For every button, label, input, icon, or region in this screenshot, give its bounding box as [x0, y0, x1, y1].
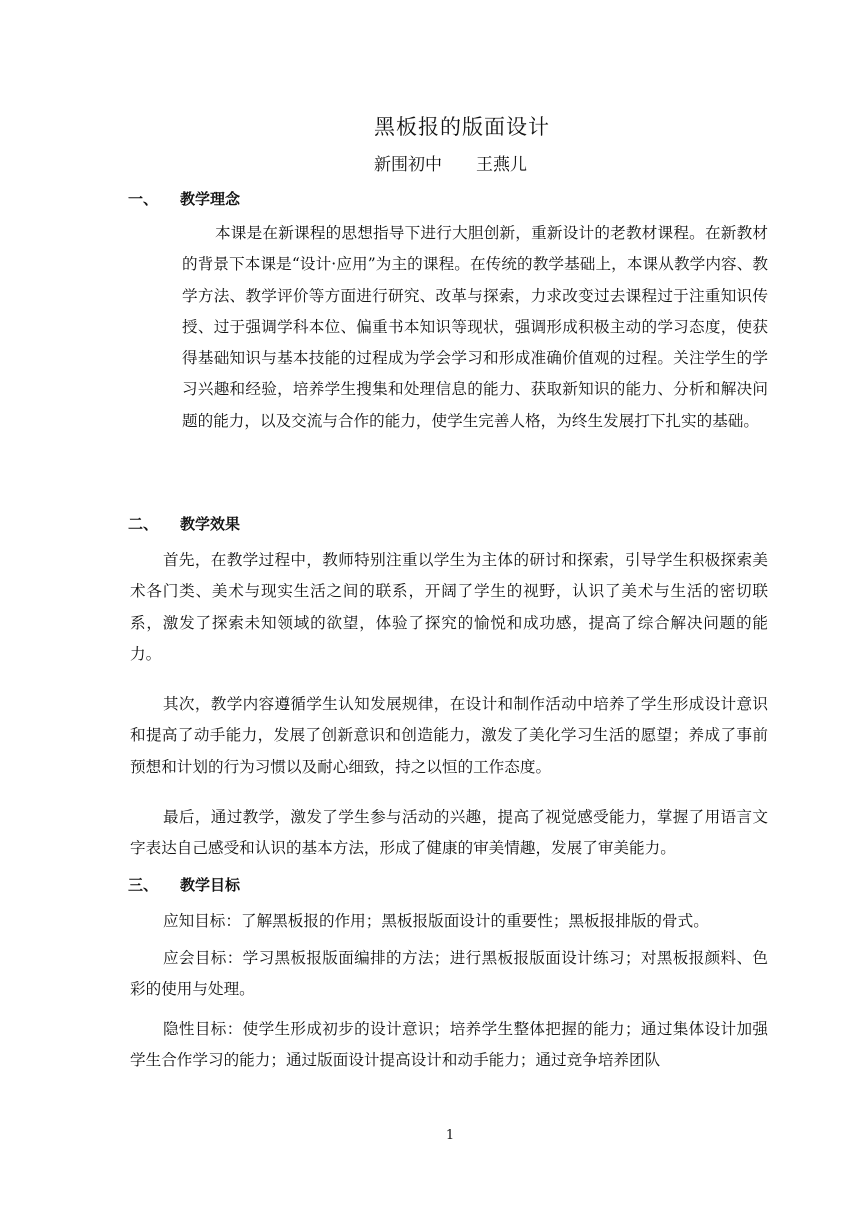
document-title: 黑板报的版面设计: [374, 115, 550, 139]
paragraph: 最后，通过教学，激发了学生参与活动的兴趣，提高了视觉感受能力，掌握了用语言文字表达自己感受和认识的基本方法，形成了健康的审美情趣，发展了审美能力。: [130, 808, 768, 858]
paragraph: 隐性目标：使学生形成初步的设计意识；培养学生整体把握的能力；通过集体设计加强学生合作学习的能力；通过版面设计提高设计和动手能力；通过竞争培养团队: [130, 1020, 768, 1070]
section-title: 教学理念: [180, 190, 241, 208]
page-number: 1: [445, 1128, 455, 1143]
section-heading-2: [128, 513, 240, 534]
paragraph: 本课是在新课程的思想指导下进行大胆创新，重新设计的老教材课程。在新教材的背景下本课是“设计·应用”为主的课程。在传统的教学基础上，本课从教学内容、教学方法、教学评价等方面进行研究、改革与探索，力求改变过去课程过于注重知识传授、过于强调学科本位、偏重书本知识等现状，强调形成积极主动的学习态度，使获得基础知识与基本技能的过程成为学会学习和形成准确价值观的过程。关注学生的学习兴趣和经验，培养学生搜集和处理信息的能力、获取新知识的能力、分析和解决问题的能力，以及交流与合作的能力，使学生完善人格，为终生发展打下扎实的基础。: [182, 224, 768, 430]
paragraph: 应会目标：学习黑板报版面编排的方法；进行黑板报版面设计练习；对黑板报颜料、色彩的使用与处理。: [130, 949, 768, 999]
author-line: 新围初中 王燕儿: [374, 155, 527, 175]
paragraph: 应知目标：了解黑板报的作用；黑板报版面设计的重要性；黑板报排版的骨式。: [163, 912, 709, 930]
section-heading-1: [128, 188, 240, 209]
paragraph: 首先，在教学过程中，教师特别注重以学生为主体的研讨和探索，引导学生积极探索美术各门类、美术与现实生活之间的联系，开阔了学生的视野，认识了美术与生活的密切联系，激发了探索未知领域的欲望，体验了探究的愉悦和成功感，提高了综合解决问题的能力。: [130, 551, 768, 663]
section-heading-3: [128, 874, 240, 895]
paragraph: 其次，教学内容遵循学生认知发展规律，在设计和制作活动中培养了学生形成设计意识和提高了动手能力，发展了创新意识和创造能力，激发了美化学习生活的愿望；养成了事前预想和计划的行为习惯以及耐心细致，持之以恒的工作态度。: [130, 695, 768, 776]
section-number: 二、: [128, 515, 159, 533]
section-number: 三、: [128, 876, 159, 894]
section-title: 教学效果: [180, 515, 241, 533]
section-title: 教学目标: [180, 876, 241, 894]
section-number: 一、: [128, 190, 159, 208]
